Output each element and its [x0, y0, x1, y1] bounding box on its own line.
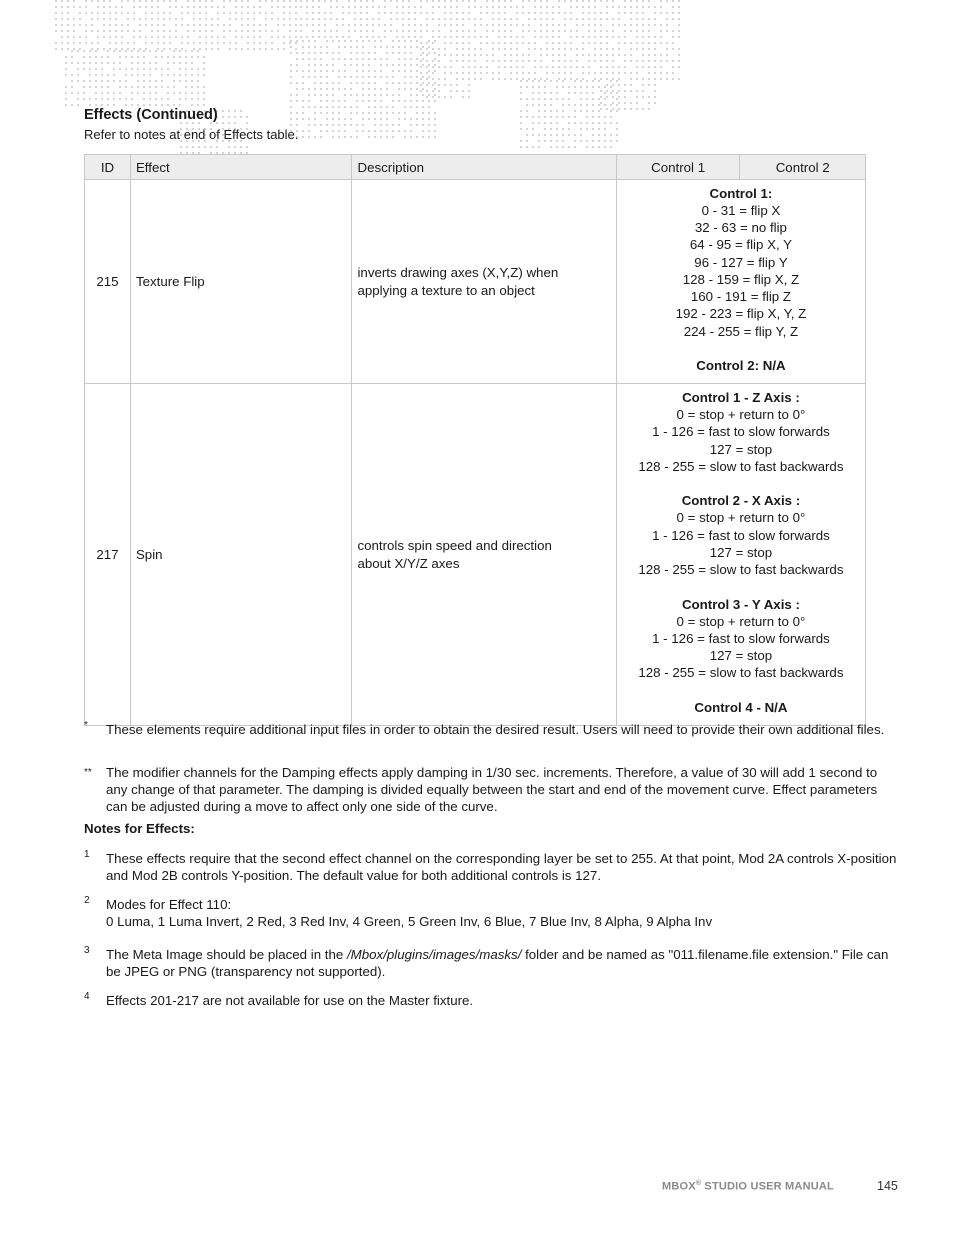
control-line: 96 - 127 = flip Y	[694, 254, 788, 270]
control-heading: Control 1:	[709, 185, 773, 201]
note-text-before: The Meta Image should be placed in the	[106, 947, 347, 962]
note-text	[106, 896, 899, 930]
registered-mark: ®	[695, 1180, 702, 1187]
control-line: 32 - 63 = no flip	[694, 220, 787, 236]
manual-title	[662, 1180, 834, 1193]
row-id: 215	[85, 180, 131, 384]
control-line: 160 - 191 = flip Z	[690, 289, 792, 305]
description-line: controls spin speed and direction	[357, 537, 552, 553]
control-heading: Control 3 - Y Axis :	[681, 596, 800, 612]
control-line	[621, 475, 861, 492]
control-line: 128 - 255 = slow to fast backwards	[638, 562, 844, 578]
description-line: applying a texture to an object	[357, 282, 535, 298]
row-controls	[616, 384, 865, 726]
manual-title-rest: STUDIO USER MANUAL	[701, 1180, 834, 1193]
control-line: 0 = stop + return to 0°	[676, 407, 806, 423]
col-header-control2: Control 2	[740, 155, 866, 180]
control-line: 1 - 126 = fast to slow forwards	[652, 527, 830, 543]
footnote-text: These elements require additional input files in order to obtain the desired result. Users will need to provide their own additional files.	[106, 722, 885, 737]
control-line	[621, 578, 861, 595]
control-line: 0 - 31 = flip X	[701, 203, 781, 219]
row-description	[352, 180, 616, 384]
control-line: 127 = stop	[709, 544, 773, 560]
control-line: 128 - 255 = slow to fast backwards	[638, 665, 844, 681]
footnote-text: The modifier channels for the Damping effects apply damping in 1/30 sec. increments. Therefore, a value of 30 will add 1 second to any change of that parameter. The damping is divided equally between the start and end of the movement curve. Effect parameters can be adjusted during a move to affect only one side of the curve.	[106, 765, 878, 815]
row-effect-name: Texture Flip	[130, 180, 352, 384]
note-mark: 1	[84, 849, 90, 860]
folder-path: /Mbox/plugins/images/masks/	[346, 947, 522, 962]
note-item-3	[84, 946, 899, 980]
control-line: 224 - 255 = flip Y, Z	[683, 323, 799, 339]
row-id: 217	[85, 384, 131, 726]
col-header-control1: Control 1	[616, 155, 740, 180]
note-item-2	[84, 896, 899, 930]
control-line: 128 - 159 = flip X, Z	[682, 271, 800, 287]
control-line: 128 - 255 = slow to fast backwards	[638, 458, 844, 474]
footnote-mark: **	[84, 767, 92, 778]
col-header-effect: Effect	[130, 155, 352, 180]
table-row	[85, 384, 866, 726]
control-heading: Control 4 - N/A	[694, 699, 788, 715]
row-controls	[616, 180, 865, 384]
section-subtitle: Refer to notes at end of Effects table.	[84, 127, 299, 142]
control-heading: Control 2: N/A	[696, 357, 786, 373]
control-line: 127 = stop	[709, 648, 773, 664]
control-line	[621, 682, 861, 699]
note-mark: 3	[84, 945, 90, 956]
control-line: 192 - 223 = flip X, Y, Z	[675, 306, 807, 322]
page-number: 145	[877, 1179, 898, 1193]
note-mark: 4	[84, 991, 90, 1002]
note-mark: 2	[84, 895, 90, 906]
footnote-mark: *	[84, 720, 88, 731]
col-header-id: ID	[85, 155, 131, 180]
notes-heading: Notes for Effects:	[84, 821, 195, 836]
col-header-description: Description	[352, 155, 616, 180]
note-item-1	[84, 850, 899, 884]
control-line: 1 - 126 = fast to slow forwards	[652, 424, 830, 440]
control-line: 0 = stop + return to 0°	[676, 613, 806, 629]
note-text: These effects require that the second effect channel on the corresponding layer be set to 255. At that point, Mod 2A controls X-position and Mod 2B controls Y-position. The default value for both additional controls is 127.	[106, 851, 897, 884]
control-line: 0 = stop + return to 0°	[676, 510, 806, 526]
footnote-asterisk	[84, 721, 899, 738]
note-text-after: folder and be named as "011.filename.file extension." File can be JPEG or PNG (transparency not supported).	[106, 947, 889, 980]
control-line: 127 = stop	[709, 441, 773, 457]
note-text: Effects 201-217 are not available for use on the Master fixture.	[106, 993, 474, 1008]
table-header-row	[85, 155, 866, 180]
row-effect-name: Spin	[130, 384, 352, 726]
description-line: about X/Y/Z axes	[357, 555, 460, 571]
control-line: 64 - 95 = flip X, Y	[689, 237, 792, 253]
control-heading: Control 2 - X Axis :	[681, 493, 801, 509]
row-description	[352, 384, 616, 726]
note-text	[106, 946, 899, 980]
footnote-double-asterisk	[84, 764, 899, 816]
note-item-4	[84, 992, 899, 1009]
control-heading: Control 1 - Z Axis :	[682, 390, 800, 406]
table-row	[85, 180, 866, 384]
manual-brand: MBOX	[662, 1180, 696, 1193]
note-line: Modes for Effect 110:	[106, 897, 232, 912]
control-line: 1 - 126 = fast to slow forwards	[652, 630, 830, 646]
control-line	[621, 340, 861, 357]
section-title: Effects (Continued)	[84, 107, 218, 123]
note-line: 0 Luma, 1 Luma Invert, 2 Red, 3 Red Inv, 4 Green, 5 Green Inv, 6 Blue, 7 Blue Inv, 8 Alpha, 9 Alpha Inv	[106, 914, 713, 930]
effects-table	[84, 154, 866, 726]
description-line: inverts drawing axes (X,Y,Z) when	[357, 264, 559, 280]
